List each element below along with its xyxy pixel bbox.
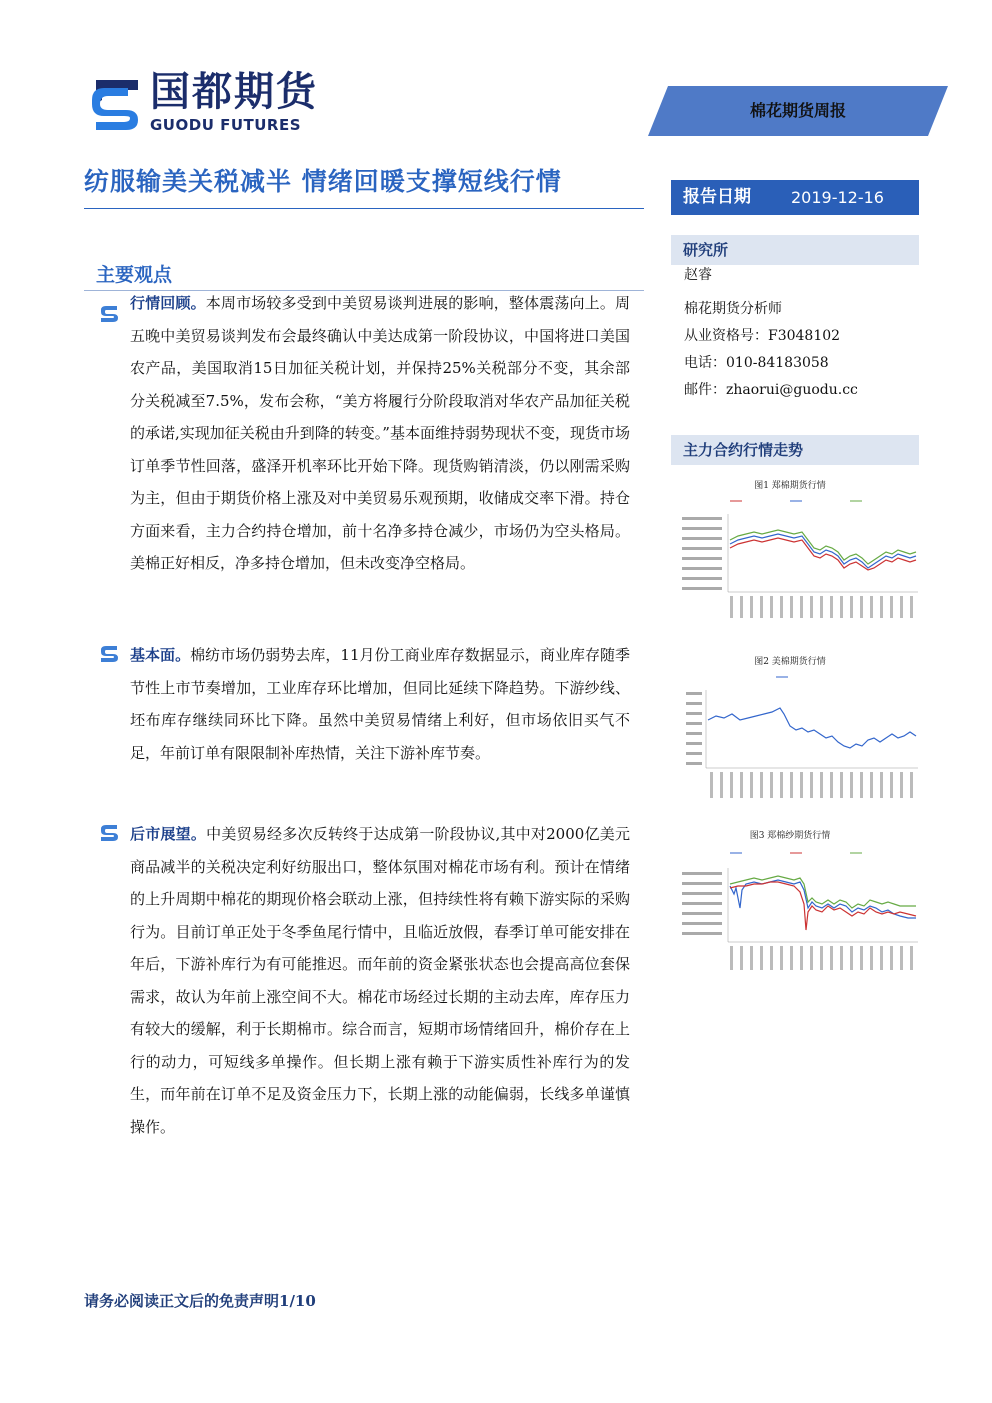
report-title: 纺服输美关税减半 情绪回暖支撑短线行情: [84, 167, 562, 196]
main-points-heading: 主要观点: [96, 264, 173, 286]
research-heading-box: [671, 235, 919, 265]
figure-3-series-green: [730, 876, 916, 908]
figure-3-x-axis: [728, 942, 918, 970]
report-date-value: 2019-12-16: [791, 188, 884, 207]
figure-1-x-axis: [728, 592, 918, 618]
figure-2-chart: [680, 668, 920, 802]
footer-disclaimer: 请务必阅读正文后的免责声明1/10: [84, 1292, 316, 1310]
figure-1-caption: 图1 郑棉期货行情: [754, 481, 826, 491]
figure-1-series-red: [730, 538, 916, 570]
company-logo: [88, 70, 338, 140]
analyst-name: 赵睿: [684, 267, 712, 283]
trend-heading: 主力合约行情走势: [683, 441, 804, 459]
figure-1-chart: [680, 492, 920, 624]
figure-3-series-red: [730, 882, 916, 930]
figure-2-series-blue: [708, 708, 916, 748]
fundamentals-paragraph: [130, 639, 630, 769]
bullet-logo-icon: [98, 305, 120, 323]
fundamentals-lead: 基本面。: [130, 646, 191, 664]
outlook-paragraph: [130, 818, 630, 1143]
figure-2-y-axis: [686, 690, 706, 768]
analyst-phone: 电话：010-84183058: [684, 355, 829, 371]
fundamentals-text: 棉纺市场仍弱势去库，11月份工商业库存数据显示，商业库存随季节性上市节奏增加，工业库存环比增加，但同比延续下降趋势。下游纱线、坯布库存继续同环比下降。虽然中美贸易情绪上利好，但市场依旧买气不足，年前订单有限限制补库热情，关注下游补库节奏。: [130, 646, 630, 762]
market-review-paragraph: [130, 287, 630, 580]
analyst-license: 从业资格号：F3048102: [684, 328, 841, 344]
figure-3-caption: 图3 郑棉纱期货行情: [749, 831, 831, 841]
figure-1-series-blue: [730, 534, 916, 568]
research-heading: 研究所: [683, 241, 729, 259]
figure-1-y-axis: [682, 514, 728, 592]
bullet-logo-icon: [98, 824, 120, 842]
figure-3-y-axis: [682, 868, 728, 942]
outlook-lead: 后市展望。: [130, 825, 207, 843]
outlook-text: 中美贸易经多次反转终于达成第一阶段协议,其中对2000亿美元商品减半的关税决定利好纺服出口，整体氛围对棉花市场有利。预计在情绪的上升周期中棉花的期现价格会联动上涨，但持续性将有赖下游实际的采购行为。目前订单正处于冬季鱼尾行情中，且临近放假，春季订单可能安排在年后，下游补库行为有可能推迟。而年前的资金紧张状态也会提高高位套保需求，故认为年前上涨空间不大。棉花市场经过长期的主动去库，库存压力有较大的缓解，利于长期棉市。综合而言，短期市场情绪回升，棉价存在上行的动力，可短线多单操作。但长期上涨有赖于下游实质性补库行为的发生，而年前在订单不足及资金压力下，长期上涨的动能偏弱，长线多单谨慎操作。: [130, 825, 630, 1136]
bullet-logo-icon: [98, 645, 120, 663]
figure-2-caption: 图2 美棉期货行情: [754, 657, 826, 667]
logo-chinese-name: 国都期货: [150, 69, 318, 115]
report-type-banner: [648, 86, 948, 136]
figure-3-chart: [680, 842, 920, 974]
report-date-box: [671, 180, 919, 215]
market-review-text: 本周市场较多受到中美贸易谈判进展的影响，整体震荡向上。周五晚中美贸易谈判发布会最终确认中美达成第一阶段协议，中国将进口美国农产品，美国取消15日加征关税计划，并保持25%关税部分不变，其余部分关税减至7.5%，发布会称，“美方将履行分阶段取消对华农产品加征关税的承诺,实现加征关税由升到降的转变。”基本面维持弱势现状不变，现货市场订单季节性回落，盛泽开机率环比开始下降。现货购销清淡，仍以刚需采购为主，但由于期货价格上涨及对中美贸易乐观预期，收储成交率下滑。持仓方面来看，主力合约持仓增加，前十名净多持仓减少，市场仍为空头格局。美棉正好相反，净多持仓增加，但未改变净空格局。: [130, 294, 630, 572]
figure-1-series-green: [730, 530, 916, 564]
report-date-label: 报告日期: [683, 187, 751, 207]
analyst-email: 邮件：zhaorui@guodu.cc: [684, 382, 858, 398]
figure-2-x-axis: [706, 768, 918, 798]
trend-heading-box: [671, 435, 919, 465]
analyst-role: 棉花期货分析师: [684, 301, 782, 317]
logo-mark-icon: [88, 74, 146, 136]
report-type-label: 棉花期货周报: [749, 101, 846, 120]
title-divider: [84, 208, 644, 209]
logo-english-name: GUODU FUTURES: [150, 116, 302, 134]
market-review-lead: 行情回顾。: [130, 294, 206, 312]
